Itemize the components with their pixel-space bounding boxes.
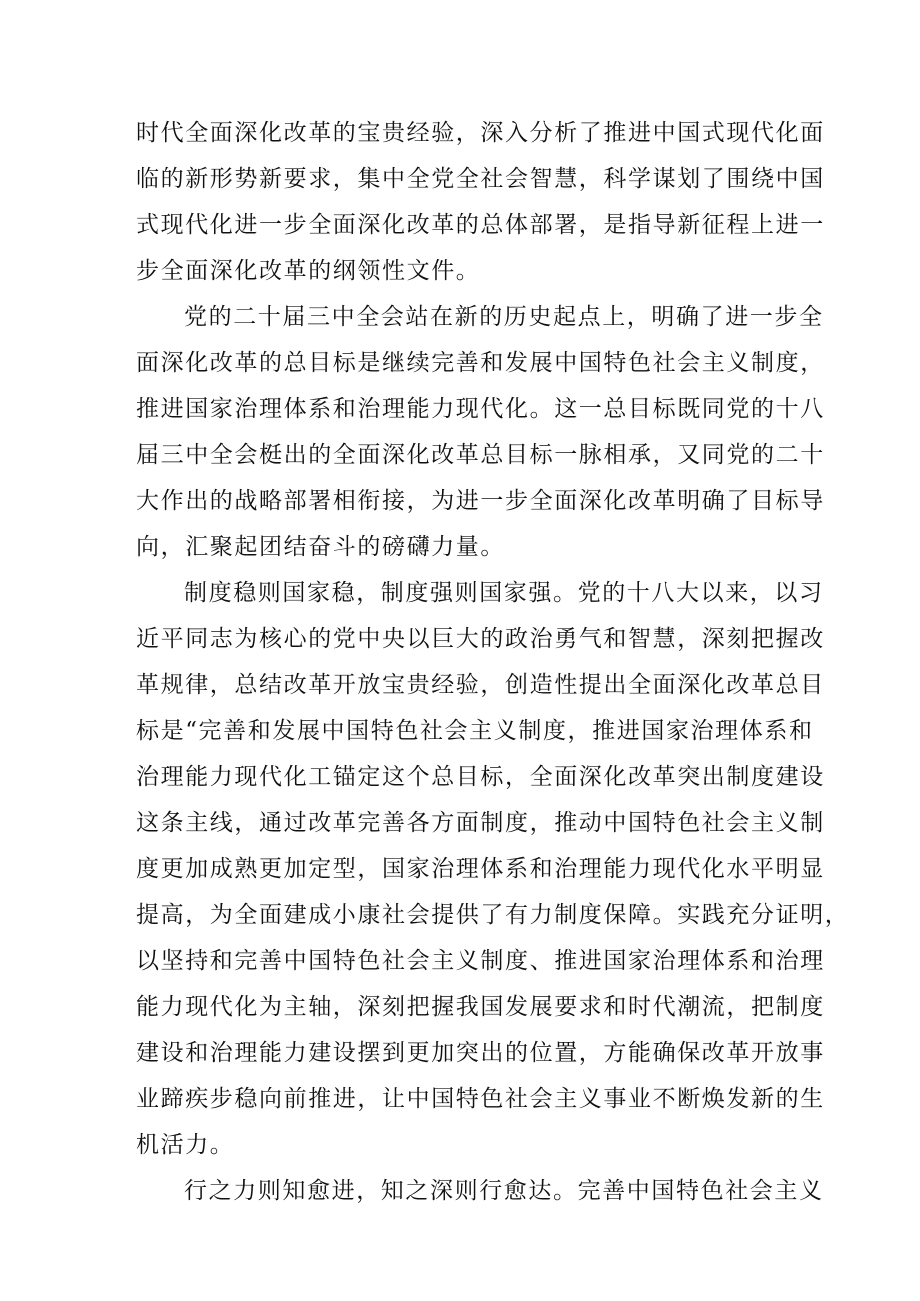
- paragraph: [136, 110, 825, 294]
- text-line: 机活力。: [136, 1132, 235, 1158]
- text-line: 推进国家治理体系和治理能力现代化。这一总目标既同党的十八: [136, 396, 825, 422]
- paragraph: [136, 294, 825, 570]
- text-line: 党的二十届三中全会站在新的历史起点上，明确了进一步全: [184, 304, 824, 330]
- text-line: 以坚持和完善中国特色社会主义制度、推进国家治理体系和治理: [136, 948, 825, 974]
- text-line: 大作出的战略部署相衔接，为进一步全面深化改革明确了目标导: [136, 488, 825, 514]
- text-line: 步全面深化改革的纲领性文件。: [136, 258, 481, 284]
- paragraph: [136, 570, 850, 1168]
- text-line: 这条主线，通过改革完善各方面制度，推动中国特色社会主义制: [136, 810, 825, 836]
- text-line: 式现代化进一步全面深化改革的总体部署，是指导新征程上进一: [136, 212, 825, 238]
- text-line: 治理能力现代化工锚定这个总目标，全面深化改革突出制度建设: [136, 764, 825, 790]
- text-line: 业蹄疾步稳向前推进，让中国特色社会主义事业不断焕发新的生: [136, 1086, 825, 1112]
- text-line: 度更加成熟更加定型，国家治理体系和治理能力现代化水平明显: [136, 856, 825, 882]
- text-line: 建设和治理能力建设摆到更加突出的位置，方能确保改革开放事: [136, 1040, 825, 1066]
- text-line: 提高，为全面建成小康社会提供了有力制度保障。实践充分证明，: [136, 902, 850, 928]
- text-line: 时代全面深化改革的宝贵经验，深入分析了推进中国式现代化面: [136, 120, 825, 146]
- text-line: 近平同志为核心的党中央以巨大的政治勇气和智慧，深刻把握改: [136, 626, 825, 652]
- text-line: 向，汇聚起团结奋斗的磅礴力量。: [136, 534, 505, 560]
- paragraph: [136, 1168, 824, 1214]
- text-line: 能力现代化为主轴，深刻把握我国发展要求和时代潮流，把制度: [136, 994, 825, 1020]
- text-line: 标是“完善和发展中国特色社会主义制度，推进国家治理体系和: [136, 718, 814, 744]
- text-line: 革规律，总结改革开放宝贵经验，创造性提出全面深化改革总目: [136, 672, 825, 698]
- document-body: [136, 110, 850, 1214]
- text-line: 制度稳则国家稳，制度强则国家强。党的十八大以来，以习: [184, 580, 824, 606]
- text-line: 临的新形势新要求，集中全党全社会智慧，科学谋划了围绕中国: [136, 166, 825, 192]
- text-line: 届三中全会梃出的全面深化改革总目标一脉相承，又同党的二十: [136, 442, 825, 468]
- text-line: 行之力则知愈进，知之深则行愈达。完善中国特色社会主义: [184, 1178, 824, 1204]
- text-line: 面深化改革的总目标是继续完善和发展中国特色社会主义制度，: [136, 350, 825, 376]
